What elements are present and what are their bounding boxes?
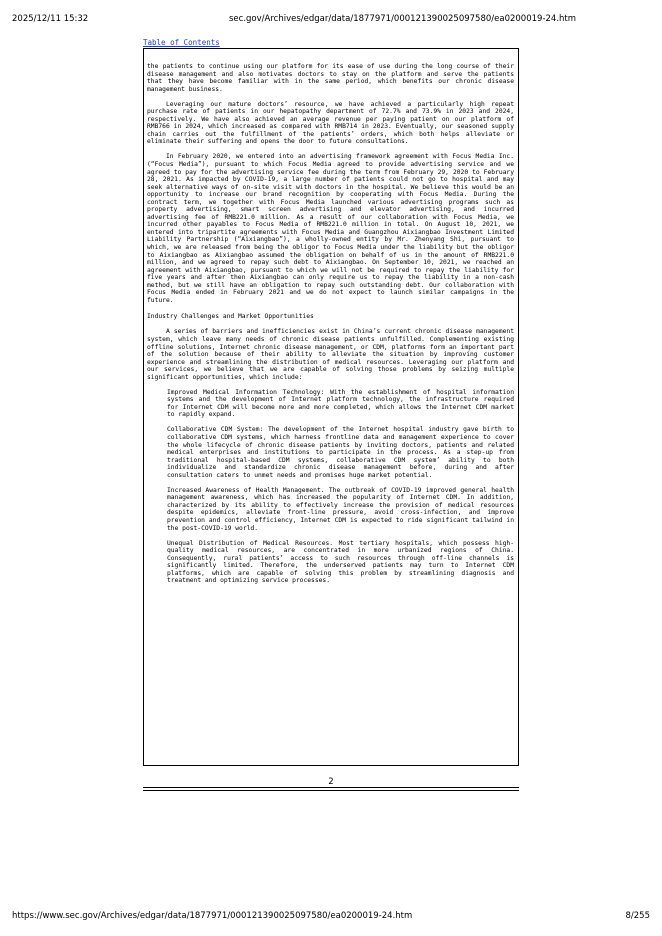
paragraph-repeat-purchase: Leveraging our mature doctors’ resource, we have achieved a particularly high repeat purchase rate of patients in our hepatopathy department of 72.7% and 73.9% in 2023 and 2024, respectively. We have also achieved an average revenue per paying patient on our platform of RMB766 in 2024, which increased as compared with RMB714 in 2023. Eventually, our seasoned supply chain carries out the fulfillment of the patients’ orders, which both helps alleviate or eliminate their suffering and opens the door to future consultations. bbox=[147, 100, 514, 146]
print-datetime: 2025/12/11 15:32 bbox=[12, 14, 89, 24]
paragraph-continuation: the patients to continue using our platform for its ease of use during the long course of their disease management and also motivates doctors to stay on the platform and serve the patients that they have become familiar with in the same period, which benefits our chronic disease management business. bbox=[147, 63, 514, 93]
page-divider bbox=[143, 790, 519, 791]
page-number: 2 bbox=[328, 777, 334, 787]
opportunities-list bbox=[167, 389, 514, 585]
list-item: Improved Medical Information Technology: With the establishment of hospital information systems and the development of Internet platform technology, the infrastructure required for Internet CDM will become more and more completed, which allows the Internet CDM market to rapidly expand. bbox=[167, 388, 514, 419]
document-body bbox=[143, 48, 519, 766]
page-divider bbox=[143, 787, 519, 788]
section-heading: Industry Challenges and Market Opportunities bbox=[147, 313, 314, 321]
list-item: Collaborative CDM System: The development of the Internet hospital industry gave birth to collaborative CDM systems, which harness frontline data and management experience to cover the whole lifecycle of chronic disease patients by inviting doctors, patients and related medical enterprises and institutions to participate in the process. As a step-up from traditional hospital-based CDM systems, collaborative CDM system’ ability to both individualize and standardize chronic disease management before, during and after consultation caters to unmet needs and promises huge market potential. bbox=[167, 426, 514, 479]
paragraph-focus-media: In February 2020, we entered into an advertising framework agreement with Focus Media Inc. (“Focus Media”), pursuant to which Focus Media agreed to provide advertising service and we agreed to pay for the advertising service fee during the term from February 29, 2020 to February 28, 2021. As impacted by COVID-19, a large number of patients could not go to hospital and may seek alternative ways of on-site visit with doctors in the hospital. We believe this would be an opportunity to increase our brand recognition by cooperating with Focus Media. During the contract term, we together with Focus Media launched various advertising programs such as property advertising, smart screen advertising and elevator advertising, and incurred advertising fee of RMB221.0 million. As a result of our collaboration with Focus Media, we incurred other payables to Focus Media of RMB221.0 million in total. On August 10, 2021, we entered into tripartite agreements with Focus Media and Guangzhou Aixiangbao Investment Limited Liability Partnership (“Aixiangbao”), a wholly-owned entity by Mr. Zhenyang Shi, pursuant to which, we are released from being the obligor to Focus Media under the liability but the obligor to Aixiangbao as Aixiangbao assumed the obligation on behalf of us in the amount of RMB221.0 million, and we agreed to repay such debt to Aixiangbao. On September 10, 2021, we reached an agreement with Aixiangbao, pursuant to which we will not be required to repay the liability for five years and after then Aixiangbao can only require us to repay the liability in a non-cash method, but we still have an obligation to repay such outstanding debt. Our collaboration with Focus Media ended in February 2021 and we do not expect to launch similar campaigns in the future. bbox=[147, 153, 514, 304]
print-page-count: 8/255 bbox=[625, 911, 650, 921]
list-item: Increased Awareness of Health Management. The outbreak of COVID-19 improved general health management awareness, which has increased the popularity of Internet CDM. In addition, characterized by its ability to effectively increase the provision of medical resources despite epidemics, alleviate front-line pressure, avoid cross-infection, and improve prevention and control efficiency, Internet CDM is expected to ride significant tailwind in the post-COVID-19 world. bbox=[167, 486, 514, 532]
print-page-title: sec.gov/Archives/edgar/data/1877971/000121390025097580/ea0200019-24.htm bbox=[229, 14, 577, 24]
print-url: https://www.sec.gov/Archives/edgar/data/1877971/000121390025097580/ea0200019-24.htm bbox=[12, 911, 413, 921]
section-intro: A series of barriers and inefficiencies exist in China’s current chronic disease management system, which leave many needs of chronic disease patients unfulfilled. Complementing existing offline solutions, Internet chronic disease management, or CDM, platforms form an important part of the solution because of their ability to alleviate the situation by improving customer experience and streamlining the distribution of medical resources. Leveraging our platform and our services, we believe that we are capable of solving those problems by seizing multiple significant opportunities, which include: bbox=[147, 328, 514, 381]
list-item: Unequal Distribution of Medical Resources. Most tertiary hospitals, which possess high-quality medical resources, are concentrated in more urbanized regions of China. Consequently, rural patients’ access to such resources through off-line channels is significantly limited. Therefore, the underserved patients may turn to Internet CDM platforms, which are capable of solving this problem by streamlining diagnosis and treatment and optimizing service processes. bbox=[167, 539, 514, 585]
table-of-contents-link[interactable]: Table of Contents bbox=[143, 38, 220, 47]
